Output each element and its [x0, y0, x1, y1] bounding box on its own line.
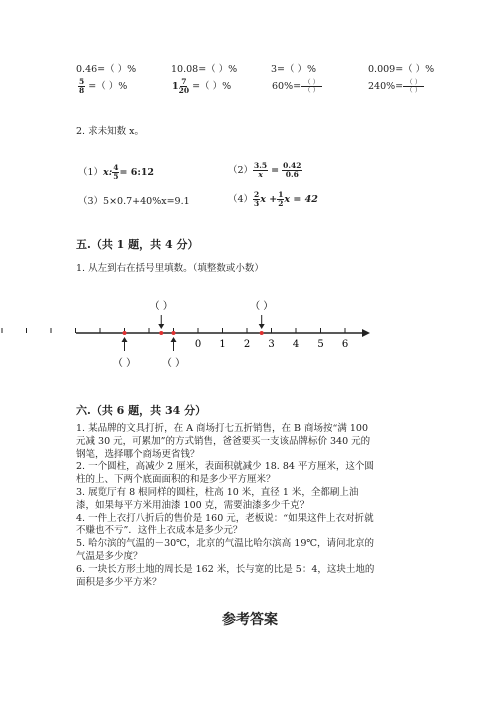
- answer-title: 参考答案: [222, 612, 278, 628]
- answer-paren: （ ）: [250, 301, 274, 312]
- question-2-title: 2. 求未知数 x。: [76, 126, 144, 137]
- conv-item-2: 10.08=（ ）%: [171, 64, 238, 75]
- tick-label: 6: [341, 339, 349, 350]
- equation-4: （4） $\frac{2}{3}$ x + $\frac{1}{2}$ x = 42: [228, 190, 318, 208]
- up-arrowhead: [122, 337, 128, 342]
- fraction: $\frac{7}{20}$: [178, 77, 190, 95]
- conv-item-5: $\frac{5}{8}$ =（ ）%: [79, 77, 128, 95]
- answer-paren: （ ）: [112, 358, 137, 369]
- conv-item-7: 60%= （ ） （ ）: [272, 79, 322, 94]
- tick-label: 1: [219, 339, 226, 350]
- tick-label: 0: [194, 339, 202, 350]
- red-point: [123, 331, 127, 335]
- fraction-blank: （ ） （ ）: [403, 79, 424, 94]
- section-6-title: 六.（共 6 题，共 34 分）: [76, 404, 207, 417]
- equation-2: （2） $\frac{3.5}{x}$ = $\frac{0.42}{0.6}$: [228, 161, 302, 179]
- down-arrowhead: [259, 324, 265, 329]
- red-point: [260, 331, 264, 335]
- problem-item: 1. 某品牌的文具打折，在 A 商场打七五折销售，在 B 商场按“满 100 元减 30 元，可累加”的方式销售，爸爸要买一支该品牌标价 340 元的钢笔，选择哪个商场更省钱？: [76, 423, 371, 460]
- fraction: $\frac{5}{8}$: [79, 77, 85, 95]
- down-arrowhead: [158, 324, 164, 329]
- red-point: [172, 331, 176, 335]
- answer-paren: （ ）: [161, 358, 186, 369]
- conv-item-3: 3=（ ）%: [271, 64, 317, 75]
- problem-item: 5. 哈尔滨的气温的－30℃，北京的气温比哈尔滨高 19℃，请问北京的气温是多少度？: [76, 538, 375, 562]
- conv-item-4: 0.009=（ ）%: [368, 64, 435, 75]
- problem-item: 3. 展览厅有 8 根同样的圆柱，柱高 10 米，直径 1 米，全都刷上油漆，如果每平方米用油漆 100 克，需要油漆多少千克？: [76, 486, 359, 511]
- equation-1: （1）x: $\frac{4}{5}$ = 6:12: [78, 163, 155, 181]
- axis-arrowhead: [362, 329, 370, 337]
- red-point: [159, 331, 163, 335]
- fraction-blank: （ ） （ ）: [301, 79, 322, 94]
- problem-item: 6. 一块长方形土地的周长是 162 米，长与宽的比是 5：4，这块土地的面积是多少平方米？: [76, 563, 375, 588]
- tick-label: 5: [317, 339, 324, 350]
- answer-paren: （ ）: [149, 301, 173, 312]
- section-5-question-1: 1. 从左到右在括号里填数。（填整数或小数）: [76, 263, 264, 274]
- section-5-title: 五.（共 1 题，共 4 分）: [76, 238, 199, 251]
- tick-label: 2: [243, 339, 251, 350]
- tick-label: 3: [268, 339, 275, 350]
- problem-list: [76, 423, 376, 589]
- problem-item: 2. 一个圆柱，高减少 2 厘米，表面积就减少 18. 84 平方厘米，这个圆柱的上、下两个底面面积的和是多少平方厘米？: [76, 461, 374, 486]
- equation-3: （3）5×0.7+40%x=9.1: [78, 196, 190, 207]
- conv-item-6: 1 $\frac{7}{20}$ =（ ）%: [172, 77, 232, 95]
- number-line: [0, 290, 500, 370]
- conv-item-8: 240%= （ ） （ ）: [368, 79, 424, 94]
- problem-item: 4. 一件上衣打八折后的售价是 160 元，老板说：“如果这件上衣对折就不赚也不亏”．这件上衣成本是多少元？: [76, 512, 374, 537]
- tick-label: 4: [292, 339, 300, 350]
- up-arrowhead: [171, 337, 177, 342]
- conv-item-1: 0.46=（ ）%: [76, 64, 137, 75]
